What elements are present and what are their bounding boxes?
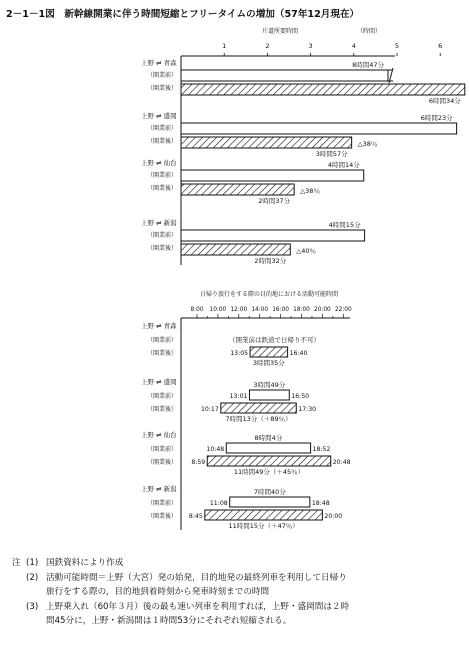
bar-after-end-time: 16:40 [289,350,308,357]
route-label: 上野 ⇌ 仙台 [141,159,177,167]
bar-before-label: 8時間47分 [352,61,384,69]
notes-head: 注 [12,558,21,568]
x-tick-label: 18:00 [293,307,310,313]
legend-after-label: （開業後） [147,185,178,192]
x-tick-label: 5 [394,42,400,50]
route-label: 上野 ⇌ 青森 [141,322,177,330]
bar-before [249,390,289,400]
route-label: 上野 ⇌ 青森 [141,59,177,67]
legend-after-label: （開業後） [147,85,178,92]
x-tick-label: 8:00 [190,307,204,313]
reduction-label: △38％ [300,187,320,195]
bar-before-label: 6時間23分 [420,114,453,122]
note-number: (3) [26,601,39,612]
route-label: 上野 ⇌ 仙台 [141,431,177,439]
reduction-label: △40％ [296,247,317,255]
travel-time-chart [141,27,469,265]
bar-before-end-time: 18:48 [311,500,330,507]
chart-2-title: 日帰り旅行をする際の目的地における活動可能時間 [200,291,339,298]
x-axis-unit: （時間） [357,28,382,35]
note-number: (2) [26,572,39,583]
bar-before-duration: 7時間40分 [253,488,286,496]
bar-after-start-time: 8:45 [188,513,203,520]
bar-after-label: 3時間57分 [315,150,348,158]
bar-after-duration: 7時間13分（＋89％） [225,415,292,423]
bar-after-duration: 11時間15分（＋47％） [228,522,299,530]
bar-after [181,84,465,95]
x-tick-label: 6 [438,42,443,50]
legend-after-label: （開業後） [147,459,178,466]
bar-after [181,184,294,195]
bar-after-end-time: 17:30 [298,406,317,413]
bar-after [221,403,296,413]
x-tick-label: 10:00 [209,307,227,313]
note-1 [12,556,462,571]
bar-after [205,510,323,520]
bar-after-duration: 11時間49分（＋45％） [233,468,305,476]
bar-after [181,244,290,255]
legend-before-label: （開業前） [147,337,178,344]
x-tick-label: 4 [351,42,356,50]
legend-before-label: （開業前） [147,72,178,79]
before-note: （開業前は鉄道で日帰り不可） [229,336,320,344]
x-tick-label: 1 [222,42,227,50]
bar-after-label: 2時間32分 [254,257,287,265]
bar-after-label: 2時間37分 [258,197,291,205]
bar-after-duration: 3時間35分 [252,359,285,367]
note-number: (1) [26,558,39,568]
legend-after-label: （開業後） [147,245,178,252]
legend-after-label: （開業後） [147,138,178,145]
note-text: 旅行をする際の，目的地到着時刻から発車時刻までの時間 [46,587,270,597]
note-text: 上野乗入れ（60年３月）後の最も速い列車を利用すれば，上野・盛岡間は２時 [46,601,350,612]
bar-before-label: 4時間14分 [327,161,360,169]
bar-before-duration: 8時間4分 [254,434,283,442]
bar-after-start-time: 10:17 [200,406,219,413]
note-text: 活動可能時間＝上野（大宮）発の始発，目的地発の最終列車を利用して日帰り [46,572,347,583]
legend-after-label: （開業後） [147,513,178,520]
x-tick-label: 16:00 [272,307,289,313]
legend-before-label: （開業前） [147,446,178,453]
bar-after-start-time: 13:05 [230,350,249,357]
legend-before-label: （開業前） [147,500,178,507]
bar-before [226,443,310,453]
chart-1-title: 片道所要時間 [262,28,299,35]
activity-time-chart [141,290,352,530]
legend-after-label: （開業後） [147,350,178,357]
reduction-label: △38％ [357,140,378,148]
x-tick-label: 2 [265,42,270,50]
route-label: 上野 ⇌ 盛岡 [141,112,177,120]
route-label: 上野 ⇌ 新潟 [141,219,177,227]
legend-before-label: （開業前） [147,125,178,132]
legend-after-label: （開業後） [147,406,178,413]
legend-before-label: （開業前） [147,393,178,400]
bar-before-start-time: 11:08 [209,500,228,507]
bar-after [207,456,331,466]
bar-before-start-time: 10:48 [206,446,225,453]
bar-before [181,230,365,241]
bar-before-start-time: 13:01 [229,393,248,400]
bar-before [181,170,364,181]
bar-after-end-time: 20:00 [324,513,343,520]
axis-break-mark [388,68,393,83]
legend-before-label: （開業前） [147,232,178,239]
x-tick-label: 3 [308,42,313,50]
bar-before-label: 4時間15分 [328,221,361,229]
x-tick-label: 14:00 [251,307,269,313]
bar-before [181,70,388,81]
note-text: 国鉄資料により作成 [46,558,124,568]
x-tick-label: 20:00 [314,307,331,313]
bar-before-end-time: 16:50 [291,393,310,400]
note-text: 間45分に，上野・新潟間は１時間53分にそれぞれ短縮される。 [46,616,292,626]
bar-after-label: 6時間34分 [428,97,461,105]
legend-before-label: （開業前） [147,172,178,179]
note-2 [12,571,462,600]
bar-before-end-time: 18:52 [312,446,331,453]
bar-before-duration: 3時間49分 [253,381,286,389]
figure-title: 2－1－1図 新幹線開業に伴う時間短縮とフリータイムの増加（57年12月現在） [6,9,360,20]
bar-after-end-time: 20:48 [332,459,351,466]
bar-before [181,123,457,134]
bar-before [230,497,310,507]
bar-after-start-time: 8:59 [191,459,206,466]
x-tick-label: 12:00 [230,307,248,313]
route-label: 上野 ⇌ 新潟 [141,485,177,493]
bar-after [181,137,352,148]
x-tick-label: 22:00 [334,307,352,313]
note-3 [12,600,462,629]
bar-after [250,347,288,357]
route-label: 上野 ⇌ 盛岡 [141,378,177,386]
notes-section [12,556,462,629]
